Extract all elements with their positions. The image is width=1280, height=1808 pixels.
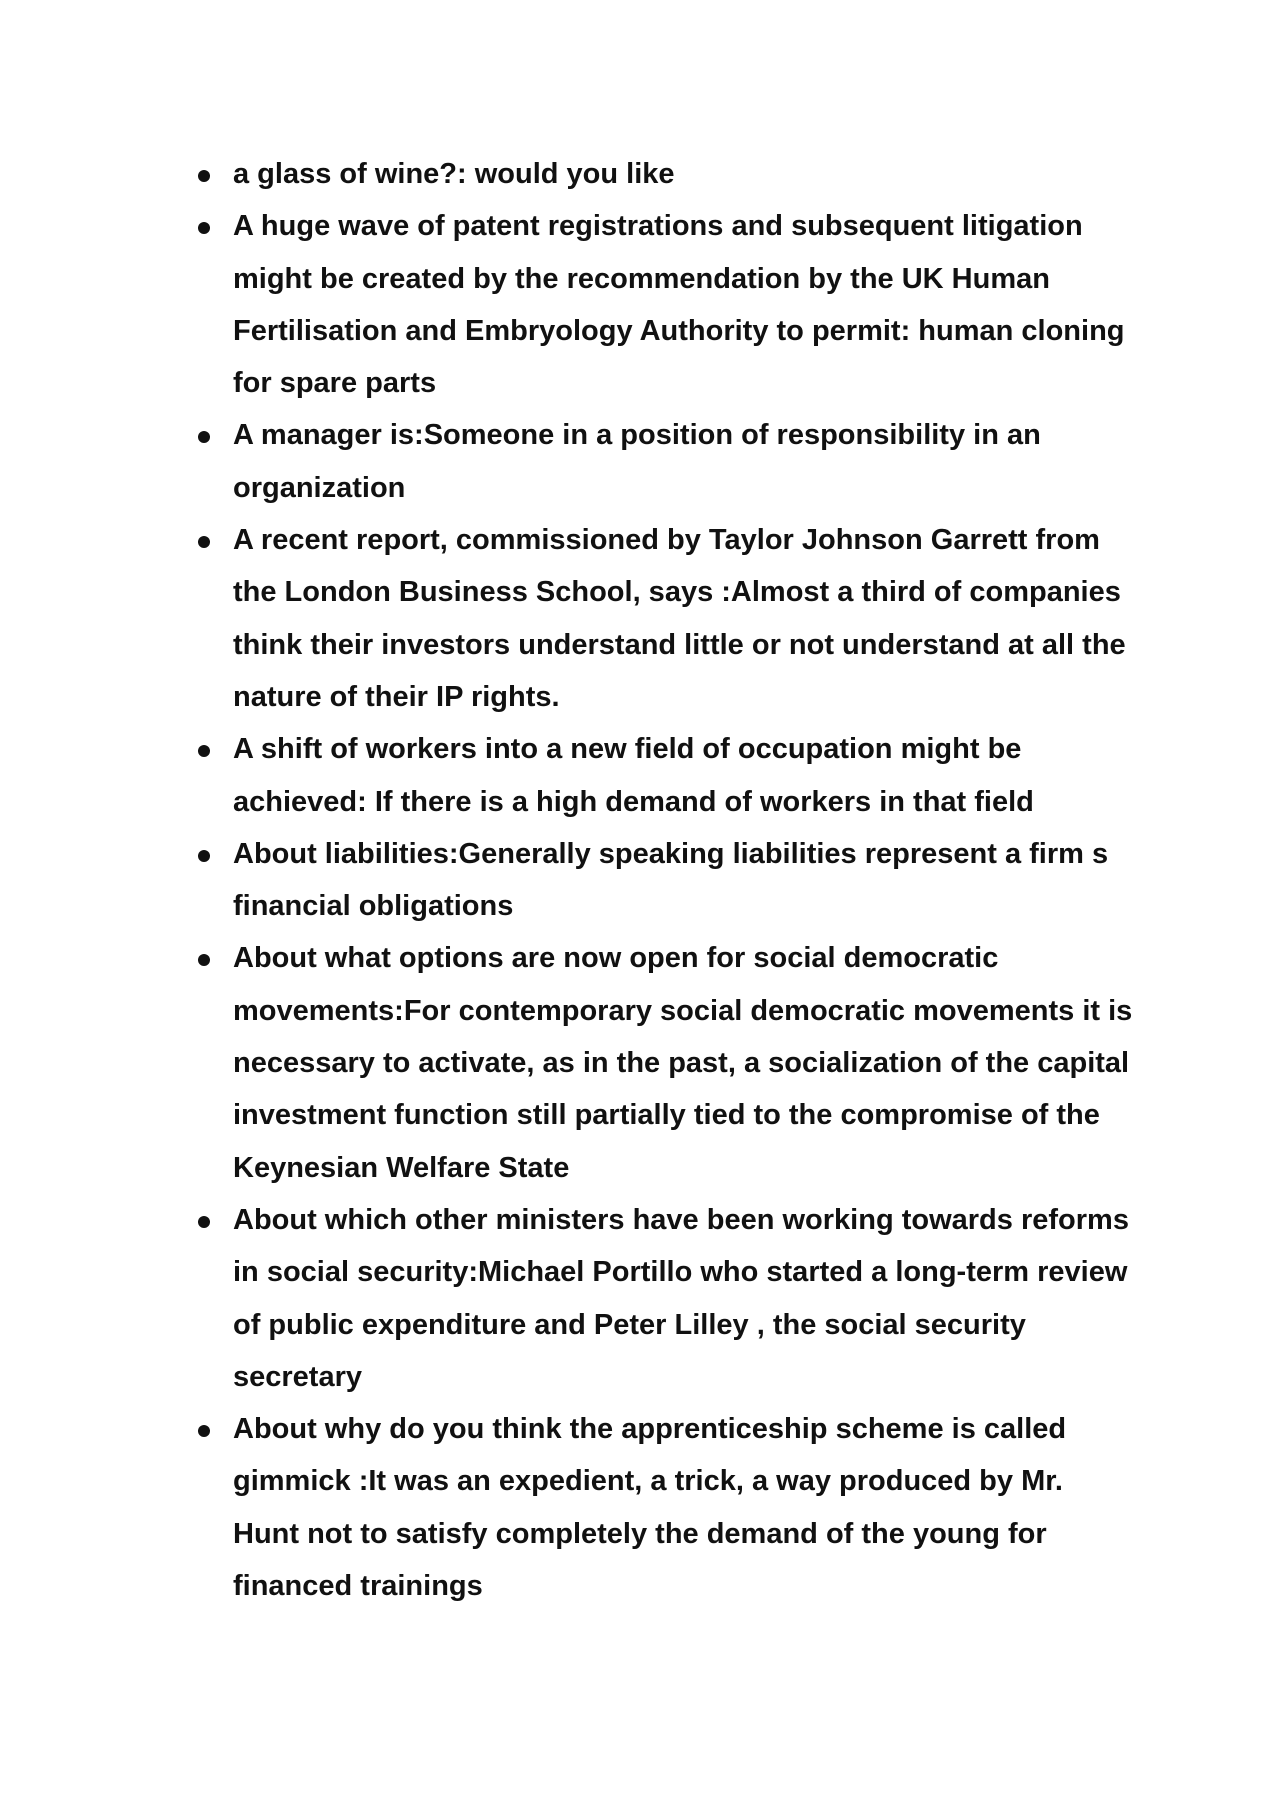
list-item bbox=[194, 409, 1134, 514]
list-item bbox=[194, 200, 1134, 409]
list-item-text: A shift of workers into a new field of occupation might be achieved: If there is a high demand of workers in that field bbox=[233, 733, 1034, 818]
list-item bbox=[194, 514, 1134, 723]
list-item bbox=[194, 828, 1134, 933]
bullet-icon bbox=[198, 850, 210, 862]
bullet-list bbox=[194, 148, 1134, 1612]
bullet-icon bbox=[198, 954, 210, 966]
bullet-icon bbox=[198, 745, 210, 757]
list-item bbox=[194, 148, 1134, 200]
list-item-text: A recent report, commissioned by Taylor Johnson Garrett from the London Business School, says :Almost a third of companies think their investors understand little or not understand at all the nature of their IP rights. bbox=[233, 524, 1126, 713]
bullet-icon bbox=[198, 222, 210, 234]
list-item-text: About why do you think the apprenticeship scheme is called gimmick :It was an expedient, a trick, a way produced by Mr. Hunt not to satisfy completely the demand of the young for financed trainings bbox=[233, 1413, 1067, 1603]
list-item-text: About which other ministers have been working towards reforms in social security:Michael Portillo who started a long-term review of public expenditure and Peter Lilley , the social security secretary bbox=[233, 1203, 1129, 1393]
list-item bbox=[194, 1403, 1134, 1612]
bullet-icon bbox=[198, 1425, 210, 1437]
list-item-text: About what options are now open for social democratic movements:For contemporary social democratic movements it is necessary to activate, as in the past, a socialization of the capital investment function still partially tied to the compromise of the Keynesian Welfare State bbox=[233, 942, 1133, 1184]
bullet-icon bbox=[198, 1216, 210, 1228]
list-item bbox=[194, 1194, 1134, 1403]
list-item bbox=[194, 723, 1134, 828]
list-item-text: A manager is:Someone in a position of responsibility in an organization bbox=[233, 419, 1041, 504]
bullet-icon bbox=[198, 170, 210, 182]
bullet-icon bbox=[198, 431, 210, 443]
list-item-text: About liabilities:Generally speaking liabilities represent a firm s financial obligations bbox=[233, 837, 1109, 923]
list-item-text: a glass of wine?: would you like bbox=[233, 158, 675, 190]
list-item bbox=[194, 932, 1134, 1193]
bullet-icon bbox=[198, 536, 210, 548]
list-item-text: A huge wave of patent registrations and subsequent litigation might be created by the recommendation by the UK Human Fertilisation and Embryology Authority to permit: human cloning for spare parts bbox=[233, 210, 1125, 400]
